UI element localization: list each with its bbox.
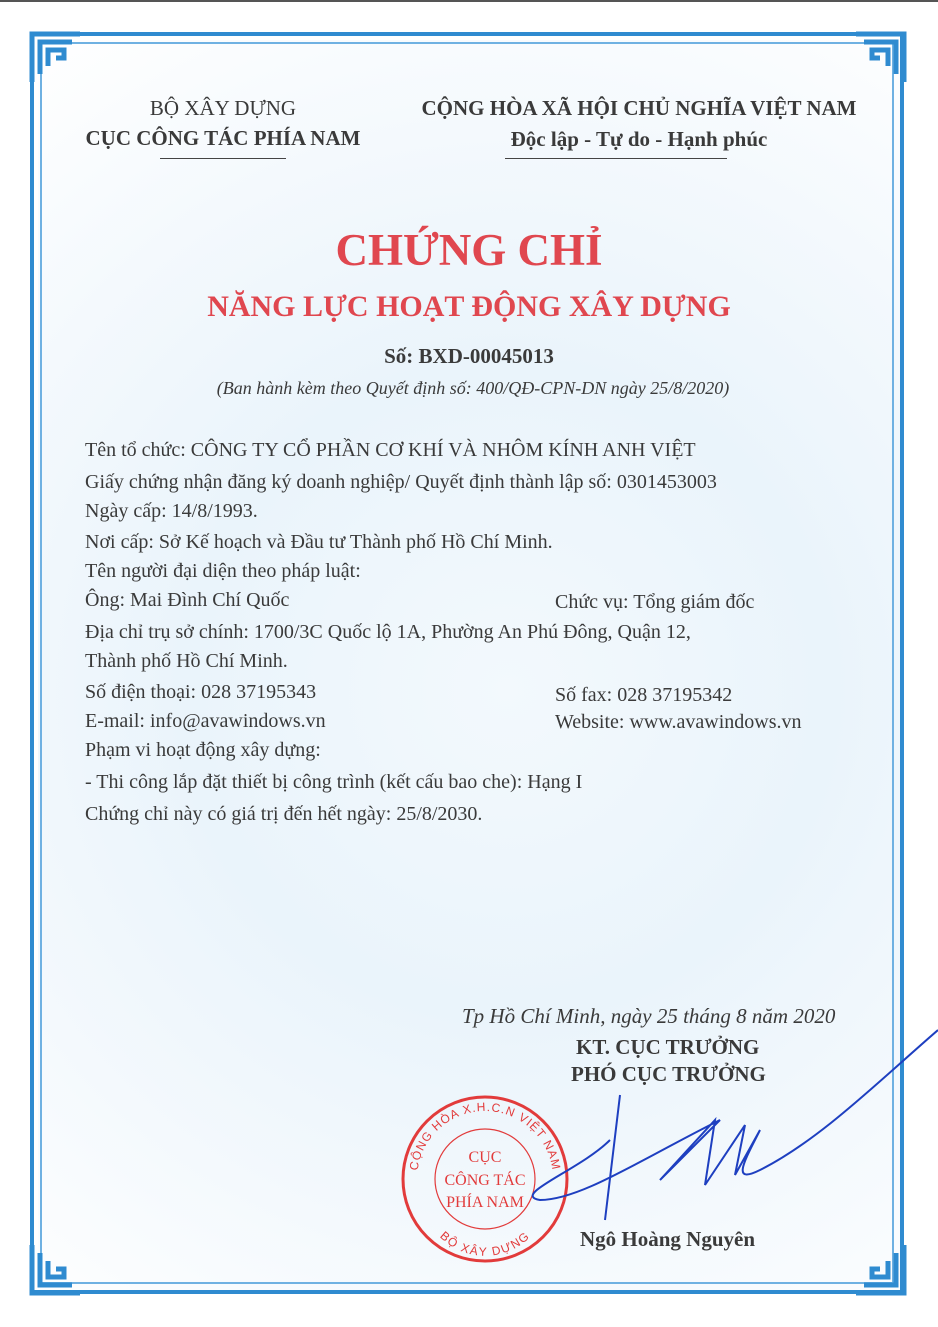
- stamp-center-2: CÔNG TÁC: [444, 1172, 526, 1189]
- website: Website: www.avawindows.vn: [555, 711, 802, 733]
- corner-ornament-icon: [852, 30, 908, 86]
- email: E-mail: info@avawindows.vn: [85, 710, 326, 732]
- department-name: CỤC CÔNG TÁC PHÍA NAM: [85, 126, 361, 150]
- org-name: Tên tổ chức: CÔNG TY CỔ PHẦN CƠ KHÍ VÀ NHÔM KÍNH ANH VIỆT: [85, 439, 696, 461]
- representative-position: Chức vụ: Tổng giám đốc: [555, 591, 755, 613]
- divider: [505, 158, 727, 159]
- signer-name: Ngô Hoàng Nguyên: [580, 1227, 756, 1251]
- fax: Số fax: 028 37195342: [555, 684, 733, 706]
- validity: Chứng chỉ này có giá trị đến hết ngày: 25/8/2030.: [85, 803, 483, 825]
- certificate-title: CHỨNG CHỈ: [335, 225, 603, 275]
- representative-name: Ông: Mai Đình Chí Quốc: [85, 589, 290, 611]
- certificate-number: Số: BXD-00045013: [384, 344, 554, 368]
- representative-label: Tên người đại diện theo pháp luật:: [85, 560, 361, 582]
- ministry-name: BỘ XÂY DỰNG: [149, 96, 297, 120]
- signature-scribble: [520, 1020, 938, 1230]
- corner-ornament-icon: [28, 1241, 84, 1297]
- phone: Số điện thoại: 028 37195343: [85, 681, 317, 703]
- motto: Độc lập - Tự do - Hạnh phúc: [510, 127, 768, 151]
- certificate-subtitle: NĂNG LỰC HOẠT ĐỘNG XÂY DỰNG: [207, 290, 731, 323]
- place-date: Tp Hồ Chí Minh, ngày 25 tháng 8 năm 2020: [462, 1004, 836, 1028]
- issued-note: (Ban hành kèm theo Quyết định số: 400/QĐ-CPN-DN ngày 25/8/2020): [216, 378, 730, 398]
- corner-ornament-icon: [28, 30, 84, 86]
- divider: [160, 158, 286, 159]
- signer-title-1: KT. CỤC TRƯỞNG: [576, 1035, 760, 1059]
- registration-number: Giấy chứng nhận đăng ký doanh nghiệp/ Quyết định thành lập số: 0301453003: [85, 471, 717, 493]
- issue-place: Nơi cấp: Sở Kế hoạch và Đầu tư Thành phố Hồ Chí Minh.: [85, 531, 553, 553]
- scope-label: Phạm vi hoạt động xây dựng:: [85, 739, 321, 761]
- corner-ornament-icon: [852, 1241, 908, 1297]
- signer-title-2: PHÓ CỤC TRƯỞNG: [571, 1062, 766, 1086]
- scan-edge: [0, 0, 938, 2]
- issue-date: Ngày cấp: 14/8/1993.: [85, 500, 258, 522]
- stamp-center-3: PHÍA NAM: [446, 1194, 524, 1211]
- scope-item: - Thi công lắp đặt thiết bị công trình (kết cấu bao che): Hạng I: [85, 771, 583, 793]
- country-name: CỘNG HÒA XÃ HỘI CHỦ NGHĨA VIỆT NAM: [421, 96, 857, 120]
- stamp-ring-bottom: BỘ XÂY DỰNG: [437, 1228, 533, 1259]
- address-line-1: Địa chỉ trụ sở chính: 1700/3C Quốc lộ 1A, Phường An Phú Đông, Quận 12,: [85, 621, 691, 643]
- stamp-ring-top: CỘNG HÒA X.H.C.N VIỆT NAM: [406, 1099, 564, 1172]
- address-line-2: Thành phố Hồ Chí Minh.: [85, 650, 288, 672]
- stamp-center-1: CỤC: [468, 1149, 502, 1166]
